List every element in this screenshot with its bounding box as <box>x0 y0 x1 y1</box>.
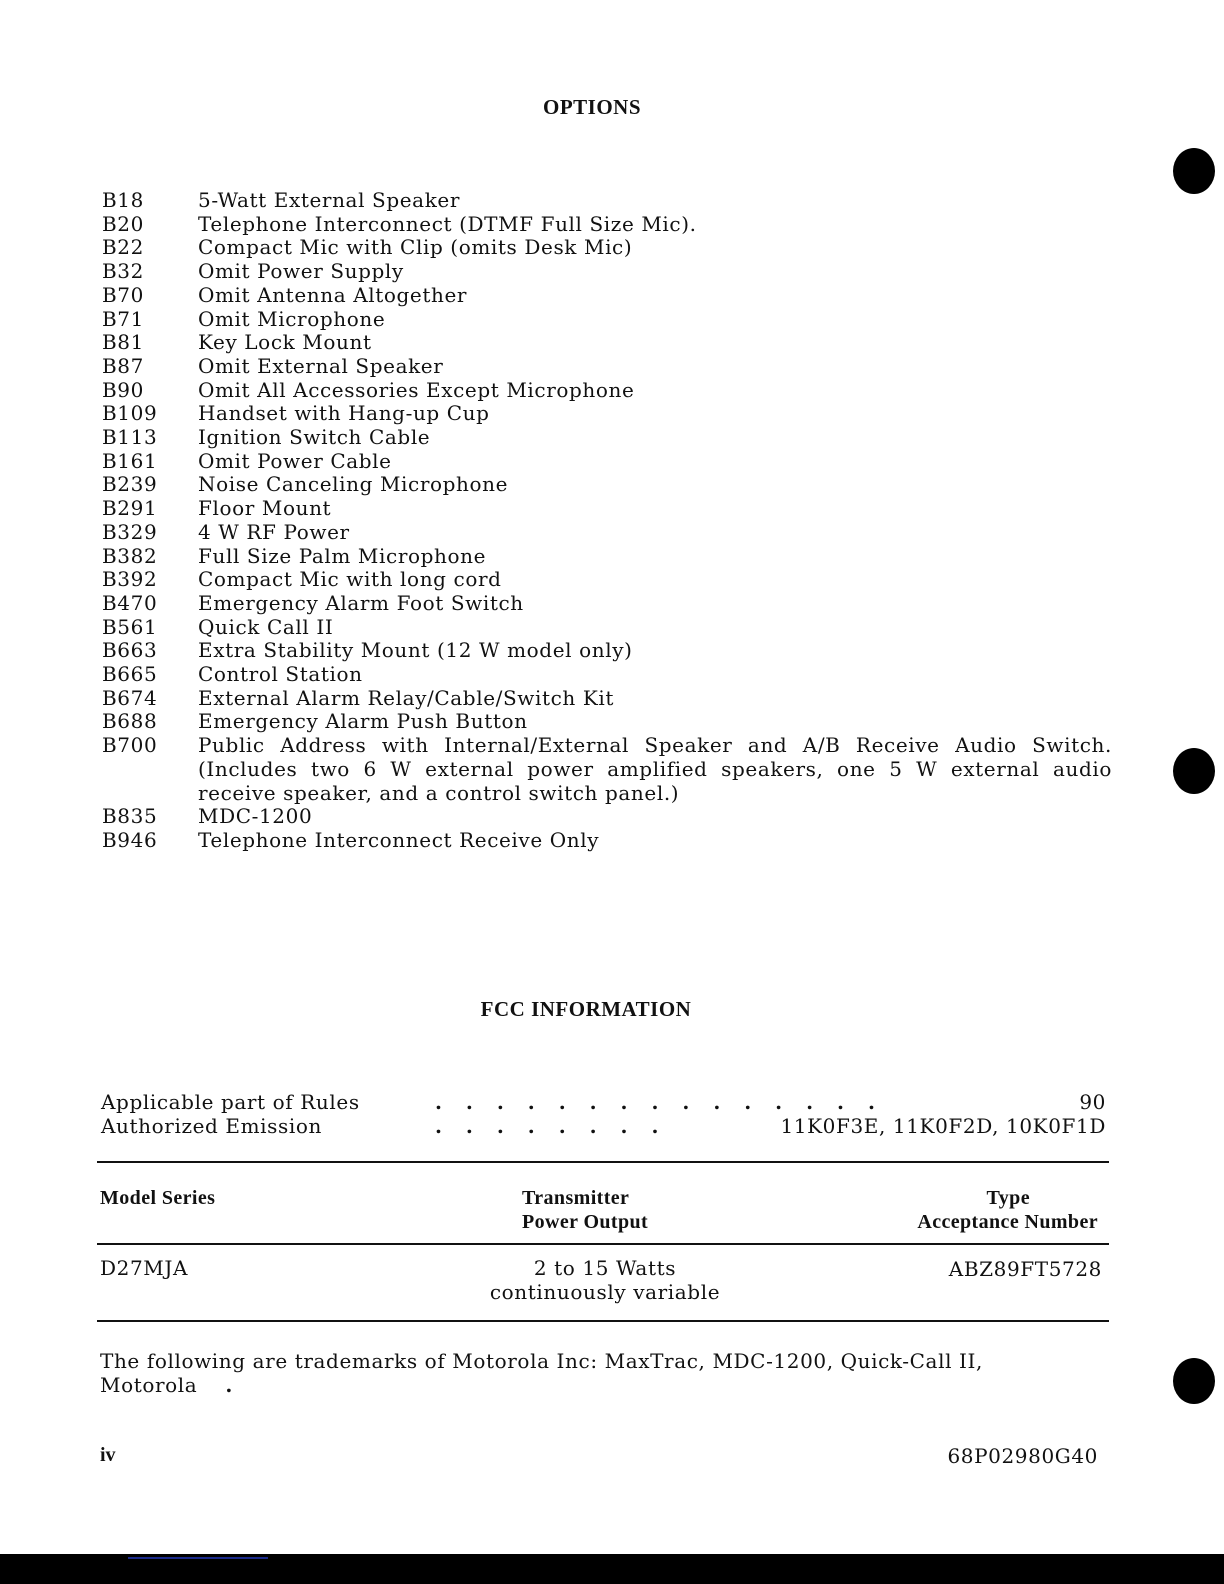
option-description: Full Size Palm Microphone <box>198 543 487 568</box>
options-heading: OPTIONS <box>542 95 642 119</box>
options-list <box>102 189 1112 853</box>
option-row <box>102 497 1112 521</box>
option-description: Extra Stability Mount (12 W model only) <box>198 638 633 663</box>
trademark-line: The following are trademarks of Motorola Inc: MaxTrac, MDC-1200, Quick-Call II, <box>100 1349 983 1373</box>
option-description: Omit Antenna Altogether <box>198 282 468 307</box>
option-description: Telephone Interconnect (DTMF Full Size Mic). <box>198 211 697 236</box>
option-row <box>102 829 1112 853</box>
table-top-rule <box>97 1161 1109 1163</box>
page-number: iv <box>100 1444 116 1466</box>
fcc-information-heading: FCC INFORMATION <box>480 997 692 1021</box>
option-code: B329 <box>102 519 158 544</box>
option-code: B382 <box>102 543 158 568</box>
option-description: Omit Microphone <box>198 306 386 331</box>
option-code: B674 <box>102 685 158 710</box>
document-number: 68P02980G40 <box>947 1444 1098 1468</box>
option-code: B20 <box>102 211 144 236</box>
option-description: Compact Mic with long cord <box>198 567 502 592</box>
option-row <box>102 308 1112 332</box>
table-bottom-rule <box>97 1320 1109 1322</box>
option-row <box>102 284 1112 308</box>
option-description: Emergency Alarm Foot Switch <box>198 590 524 615</box>
option-description: Public Address with Internal/External Speaker and A/B Receive Audio Switch. (Includes two 6 W external power amplified speakers, one 5 W external audio receive speaker, and a control switch panel.) <box>198 733 1112 805</box>
column-header-model-series: Model Series <box>100 1187 216 1209</box>
trademark-line-end <box>100 1373 1110 1397</box>
option-description: Noise Canceling Microphone <box>198 472 509 497</box>
option-row <box>102 236 1112 260</box>
scan-edge-accent <box>128 1557 268 1559</box>
option-code: B392 <box>102 567 158 592</box>
option-row <box>102 213 1112 237</box>
binder-hole-top <box>1173 148 1215 194</box>
option-row <box>102 355 1112 379</box>
option-code: B470 <box>102 590 158 615</box>
option-row <box>102 379 1112 403</box>
dot-leader: . . . . . . . . <box>435 1114 659 1138</box>
option-code: B18 <box>102 188 144 212</box>
option-row <box>102 521 1112 545</box>
trademark-dot: . <box>225 1373 233 1397</box>
option-code: B946 <box>102 827 158 852</box>
option-description: Handset with Hang-up Cup <box>198 401 490 426</box>
rule-label: Authorized Emission <box>101 1114 322 1138</box>
option-row <box>102 426 1112 450</box>
binder-hole-bottom <box>1173 1358 1215 1404</box>
option-row <box>102 805 1112 829</box>
rules-row-applicable-part <box>101 1090 1106 1114</box>
rule-value: 90 <box>1079 1090 1106 1114</box>
option-description: Control Station <box>198 662 363 687</box>
option-code: B87 <box>102 353 144 378</box>
option-row <box>102 331 1112 355</box>
type-acceptance-cell: ABZ89FT5728 <box>948 1257 1102 1281</box>
column-header-type-acceptance <box>917 1186 1098 1234</box>
header-line: Acceptance Number <box>917 1211 1098 1233</box>
option-description: Key Lock Mount <box>198 330 372 355</box>
option-row <box>102 592 1112 616</box>
option-row <box>102 260 1112 284</box>
option-description: MDC-1200 <box>198 804 313 829</box>
option-description: Omit External Speaker <box>198 353 444 378</box>
option-row <box>102 734 1112 805</box>
option-code: B81 <box>102 330 144 355</box>
option-row <box>102 663 1112 687</box>
option-description: Floor Mount <box>198 496 332 521</box>
option-row <box>102 687 1112 711</box>
option-description: Omit Power Cable <box>198 448 392 473</box>
header-line: Transmitter <box>522 1187 630 1209</box>
fcc-rules-table <box>101 1090 1106 1138</box>
option-row <box>102 189 1112 213</box>
option-code: B32 <box>102 259 144 284</box>
rules-row-authorized-emission <box>101 1114 1106 1138</box>
binder-hole-middle <box>1173 748 1215 794</box>
option-description: External Alarm Relay/Cable/Switch Kit <box>198 685 615 710</box>
column-header-power-output <box>522 1186 648 1234</box>
option-code: B113 <box>102 425 158 450</box>
option-row <box>102 402 1112 426</box>
option-code: B700 <box>102 733 158 758</box>
option-code: B109 <box>102 401 158 426</box>
power-line: continuously variable <box>489 1280 721 1304</box>
table-header-rule <box>97 1243 1109 1245</box>
option-code: B663 <box>102 638 158 663</box>
option-code: B71 <box>102 306 144 331</box>
option-row <box>102 450 1112 474</box>
option-code: B161 <box>102 448 158 473</box>
trademark-motorola: Motorola <box>100 1373 198 1397</box>
option-code: B22 <box>102 235 144 260</box>
rule-label: Applicable part of Rules <box>101 1090 360 1114</box>
option-code: B70 <box>102 282 144 307</box>
option-code: B688 <box>102 709 158 734</box>
model-series-cell: D27MJA <box>100 1256 189 1280</box>
option-description: 4 W RF Power <box>198 519 350 544</box>
option-row <box>102 473 1112 497</box>
option-code: B835 <box>102 804 158 829</box>
option-description: Omit Power Supply <box>198 259 404 284</box>
option-description: Omit All Accessories Except Microphone <box>198 377 635 402</box>
header-line: Type <box>986 1187 1030 1209</box>
option-code: B90 <box>102 377 144 402</box>
option-description: 5-Watt External Speaker <box>198 188 461 212</box>
option-row <box>102 568 1112 592</box>
rule-value: 11K0F3E, 11K0F2D, 10K0F1D <box>780 1114 1106 1138</box>
option-description: Telephone Interconnect Receive Only <box>198 827 600 852</box>
option-description: Ignition Switch Cable <box>198 425 431 450</box>
option-code: B561 <box>102 614 158 639</box>
power-output-cell <box>455 1256 755 1304</box>
option-code: B291 <box>102 496 158 521</box>
dot-leader: . . . . . . . . . . . . . . . <box>435 1090 875 1114</box>
option-description: Emergency Alarm Push Button <box>198 709 528 734</box>
trademark-notice <box>100 1349 1110 1397</box>
option-row <box>102 616 1112 640</box>
option-row <box>102 639 1112 663</box>
option-row <box>102 545 1112 569</box>
option-row <box>102 710 1112 734</box>
power-line: 2 to 15 Watts <box>533 1256 677 1280</box>
option-code: B665 <box>102 662 158 687</box>
header-line: Power Output <box>522 1211 649 1233</box>
option-code: B239 <box>102 472 158 497</box>
option-description: Compact Mic with Clip (omits Desk Mic) <box>198 235 633 260</box>
option-description: Quick Call II <box>198 614 334 639</box>
